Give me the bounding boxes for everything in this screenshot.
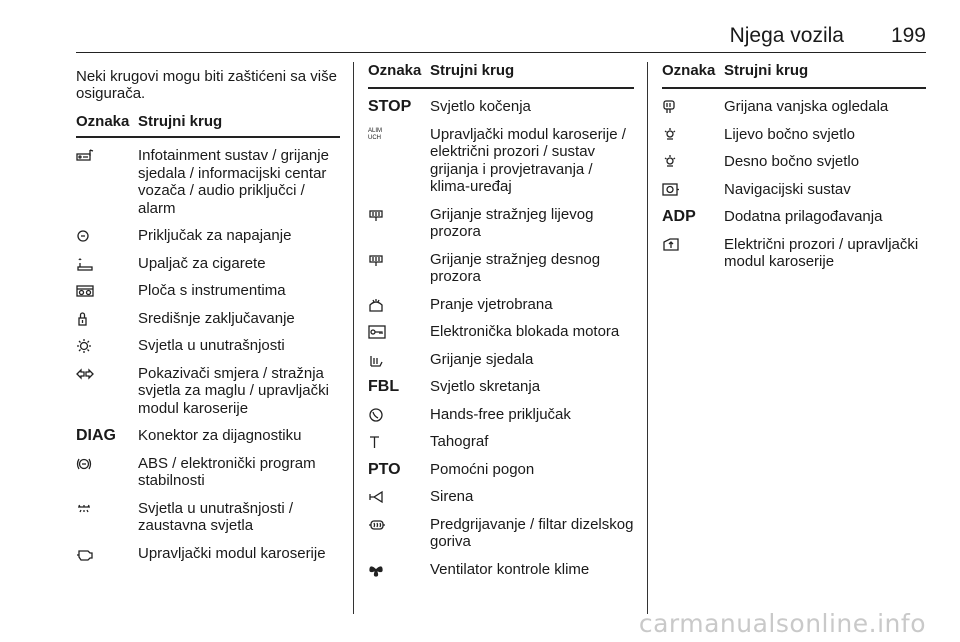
row-desc: Ventilator kontrole klime — [430, 560, 590, 578]
intro-text: Neki krugovi mogu biti zaštićeni sa više osigurača. — [76, 68, 337, 102]
symbol-label: ADP — [662, 208, 696, 225]
row-desc: Pranje vjetrobrana — [430, 295, 553, 313]
row-desc: Svjetlo skretanja — [430, 378, 541, 395]
rear-right-window-heating-icon — [368, 252, 386, 268]
table-row — [368, 488, 634, 506]
table-row — [76, 282, 340, 300]
central-locking-icon — [76, 311, 94, 327]
fuse-table-column-2 — [368, 62, 634, 588]
engine-icon — [76, 546, 94, 562]
row-desc: Grijanje sjedala — [430, 350, 534, 368]
row-desc: ABS / elektronički program stabilnosti — [138, 454, 316, 489]
windscreen-washer-icon — [368, 297, 386, 313]
table-row — [662, 153, 926, 171]
table-row — [368, 351, 634, 369]
row-desc: Pomoćni pogon — [430, 460, 535, 478]
row-desc: Sirena — [430, 488, 474, 505]
table-row — [662, 126, 926, 144]
row-desc: Upravljački modul karoserije / električni prozori / sustav grijanja i provjetravanja / klima-uređaj — [430, 125, 626, 195]
table-row — [368, 378, 634, 396]
table-row — [76, 455, 340, 490]
table-row — [662, 208, 926, 226]
fan-icon — [368, 562, 386, 578]
table-row — [368, 98, 634, 116]
row-desc: Svjetlo kočenja — [430, 98, 531, 115]
row-desc: Upaljač za cigarete — [138, 254, 266, 272]
table-header — [368, 62, 634, 89]
tachograph-icon — [368, 434, 386, 450]
watermark: carmanualsonline.info — [638, 609, 926, 638]
page-title: Njega vozila — [729, 24, 844, 47]
horn-icon — [368, 489, 386, 505]
header-circuit: Strujni krug — [430, 62, 515, 79]
infotainment-icon — [76, 148, 94, 164]
column-divider — [647, 62, 648, 614]
row-desc: Infotainment sustav / grijanje sjedala / informacijski centar vozača / audio priključci / alarm — [138, 147, 329, 217]
fuse-table-column-1 — [76, 62, 340, 572]
table-row — [76, 147, 340, 217]
power-window-icon — [662, 237, 680, 253]
row-desc: Priključak za napajanje — [138, 227, 292, 244]
table-row — [76, 427, 340, 445]
row-desc: Svjetla u unutrašnjosti / zaustavna svjetla — [138, 499, 294, 534]
interior-parking-light-icon — [76, 501, 94, 517]
row-desc: Tahograf — [430, 433, 489, 450]
row-desc: Predgrijavanje / filtar dizelskog goriva — [430, 515, 634, 550]
left-side-light-icon — [662, 127, 680, 143]
page-header — [76, 22, 926, 53]
row-desc: Navigacijski sustav — [724, 180, 851, 198]
table-row — [368, 296, 634, 314]
row-desc: Svjetla u unutrašnjosti — [138, 337, 285, 354]
table-row — [368, 461, 634, 479]
table-header — [662, 62, 926, 89]
table-row — [662, 98, 926, 116]
cigarette-lighter-icon — [76, 256, 94, 272]
symbol-label: STOP — [368, 98, 412, 115]
header-symbol: Oznaka — [368, 62, 422, 79]
table-row — [368, 323, 634, 341]
table-row — [76, 545, 340, 563]
row-desc: Ploča s instrumentima — [138, 282, 286, 299]
symbol-label: PTO — [368, 460, 401, 478]
right-side-light-icon — [662, 154, 680, 170]
seat-heating-icon — [368, 352, 386, 368]
header-symbol: Oznaka — [76, 113, 130, 130]
rear-left-window-heating-icon — [368, 207, 386, 223]
header-symbol: Oznaka — [662, 62, 716, 79]
turn-signal-icon — [76, 366, 94, 382]
table-row — [662, 181, 926, 199]
symbol-label-line: UCH — [368, 134, 381, 141]
table-row — [76, 310, 340, 328]
table-row — [368, 406, 634, 424]
row-desc: Središnje zaključavanje — [138, 309, 295, 327]
table-row — [368, 561, 634, 579]
navigation-icon — [662, 182, 680, 198]
table-row — [76, 337, 340, 355]
table-row — [76, 227, 340, 245]
row-desc: Grijanje stražnjeg desnog prozora — [430, 250, 601, 285]
row-desc: Grijana vanjska ogledala — [724, 98, 889, 115]
table-row — [76, 500, 340, 535]
header-circuit: Strujni krug — [138, 113, 223, 130]
row-desc: Hands-free priključak — [430, 405, 571, 423]
column-divider — [353, 62, 354, 614]
table-header — [76, 113, 340, 138]
immobiliser-key-icon — [368, 324, 386, 340]
row-desc: Elektronička blokada motora — [430, 323, 620, 340]
interior-light-icon — [76, 338, 94, 354]
symbol-label: FBL — [368, 378, 400, 395]
table-row — [76, 255, 340, 273]
header-circuit: Strujni krug — [724, 62, 809, 79]
power-outlet-icon — [76, 228, 94, 244]
abs-icon — [76, 456, 94, 472]
diesel-filter-icon — [368, 517, 386, 533]
row-desc: Pokazivači smjera / stražnja svjetla za maglu / upravljački modul karoserije — [138, 364, 329, 417]
table-row — [662, 236, 926, 271]
symbol-label-line: ALIM — [368, 127, 383, 134]
row-desc: Lijevo bočno svjetlo — [724, 125, 855, 143]
table-row — [76, 365, 340, 418]
hands-free-icon — [368, 407, 386, 423]
table-row — [368, 206, 634, 241]
page-number: 199 — [890, 24, 926, 47]
row-desc: Upravljački modul karoserije — [138, 544, 326, 562]
instrument-panel-icon — [76, 283, 94, 299]
row-desc: Električni prozori / upravljački modul karoserije — [724, 235, 919, 270]
heated-mirror-icon — [662, 99, 680, 115]
row-desc: Konektor za dijagnostiku — [138, 427, 302, 444]
row-desc: Dodatna prilagođavanja — [724, 208, 883, 225]
table-row — [368, 516, 634, 551]
table-row — [368, 126, 634, 196]
fuse-table-column-3 — [662, 62, 926, 281]
symbol-label: DIAG — [76, 427, 116, 444]
row-desc: Desno bočno svjetlo — [724, 153, 860, 170]
table-row — [368, 433, 634, 451]
table-row — [368, 251, 634, 286]
row-desc: Grijanje stražnjeg lijevog prozora — [430, 205, 594, 240]
